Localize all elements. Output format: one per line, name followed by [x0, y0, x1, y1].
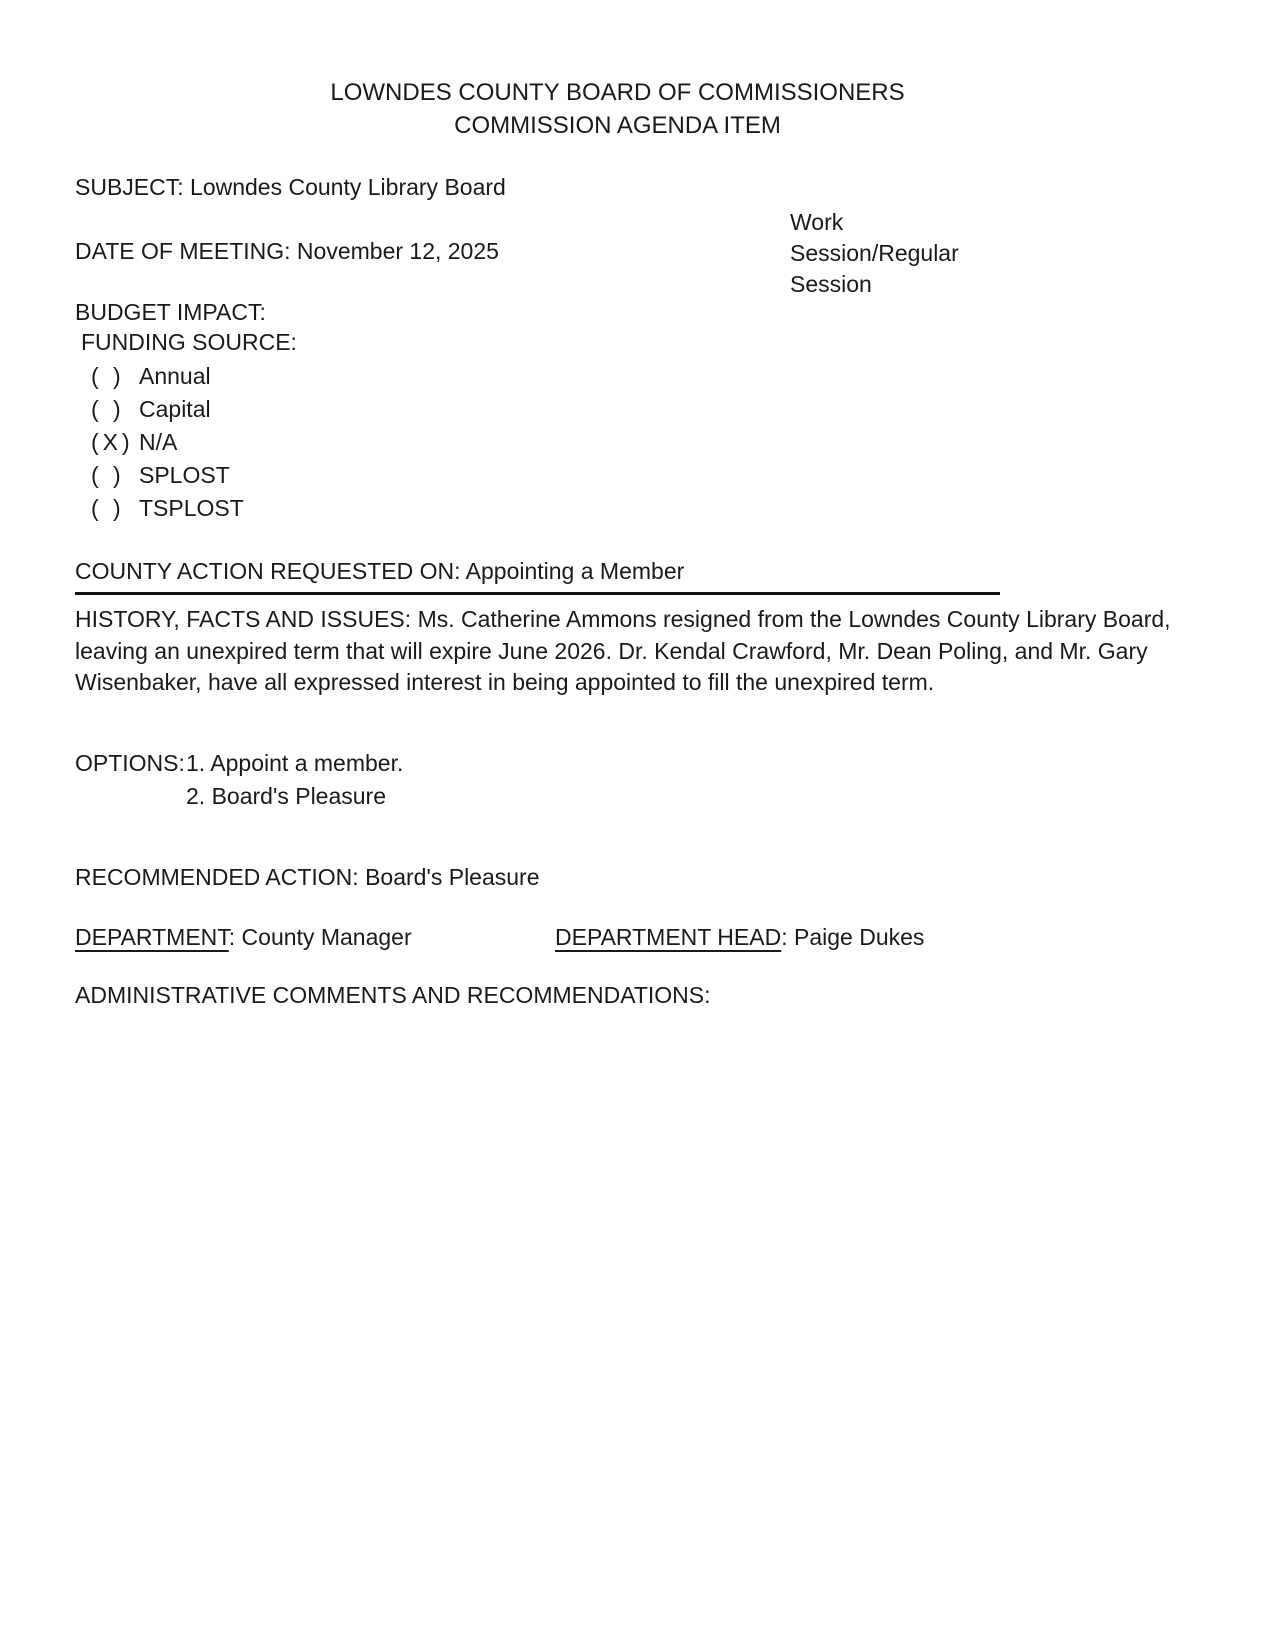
county-action-value: Appointing a Member: [465, 558, 685, 584]
date-of-meeting-line: [75, 238, 499, 265]
funding-label-annual: Annual: [139, 363, 211, 389]
funding-option-annual: [75, 360, 244, 393]
department-label: DEPARTMENT: [75, 924, 229, 950]
department-line: [75, 924, 412, 951]
history-text: Ms. Catherine Ammons resigned from the Lowndes County Library Board, leaving an unexpired term that will expire June 2026. Dr. Kendal Crawford, Mr. Dean Poling, and Mr. Gary Wisenbaker, have all expressed interest in being appointed to fill the unexpired term.: [75, 606, 1171, 695]
funding-label-splost: SPLOST: [139, 462, 230, 488]
subject-line: [75, 174, 506, 201]
funding-option-capital: [75, 393, 244, 426]
date-value: November 12, 2025: [296, 238, 499, 264]
date-label: DATE OF MEETING:: [75, 238, 291, 264]
session-type: Work Session/Regular Session: [790, 209, 959, 297]
county-action-label: COUNTY ACTION REQUESTED ON:: [75, 558, 461, 584]
funding-label-capital: Capital: [139, 396, 211, 422]
checkbox-splost: ( ): [91, 462, 125, 488]
checkbox-annual: ( ): [91, 363, 125, 389]
recommended-action-value: Board's Pleasure: [365, 864, 540, 890]
option-item-1: 1. Appoint a member.: [186, 750, 404, 776]
options-label: OPTIONS:: [75, 750, 185, 776]
funding-source-list: [75, 360, 244, 525]
checkbox-tsplost: ( ): [91, 495, 125, 521]
options-section: [75, 747, 403, 813]
recommended-action-label: RECOMMENDED ACTION:: [75, 864, 359, 890]
department-value: : County Manager: [228, 924, 412, 950]
checkbox-na-checked: (X): [91, 429, 134, 455]
funding-option-na: [75, 426, 244, 459]
funding-label-tsplost: TSPLOST: [139, 495, 244, 521]
department-head-value: : Paige Dukes: [781, 924, 925, 950]
title-line-2: COMMISSION AGENDA ITEM: [454, 112, 781, 139]
funding-option-tsplost: [75, 492, 244, 525]
budget-impact-label: BUDGET IMPACT:: [75, 299, 266, 325]
department-head-line: [555, 924, 924, 951]
subject-label: SUBJECT:: [75, 174, 184, 200]
funding-source-label: FUNDING SOURCE:: [81, 329, 297, 355]
county-action-requested-line: [75, 556, 1000, 595]
checkbox-capital: ( ): [91, 396, 125, 422]
recommended-action-line: [75, 864, 540, 891]
funding-label-na: N/A: [139, 429, 178, 455]
title-line-1: LOWNDES COUNTY BOARD OF COMMISSIONERS: [330, 79, 905, 106]
history-label: HISTORY, FACTS AND ISSUES:: [75, 606, 412, 632]
department-head-label: DEPARTMENT HEAD: [555, 924, 782, 950]
options-list: [186, 747, 403, 813]
administrative-comments-label: ADMINISTRATIVE COMMENTS AND RECOMMENDATIONS:: [75, 982, 711, 1008]
option-item-2: 2. Board's Pleasure: [186, 783, 387, 809]
department-row: [75, 924, 1175, 957]
subject-value: Lowndes County Library Board: [190, 174, 506, 200]
history-facts-issues-paragraph: [75, 604, 1205, 699]
document-title: [0, 76, 1235, 142]
funding-option-splost: [75, 459, 244, 492]
